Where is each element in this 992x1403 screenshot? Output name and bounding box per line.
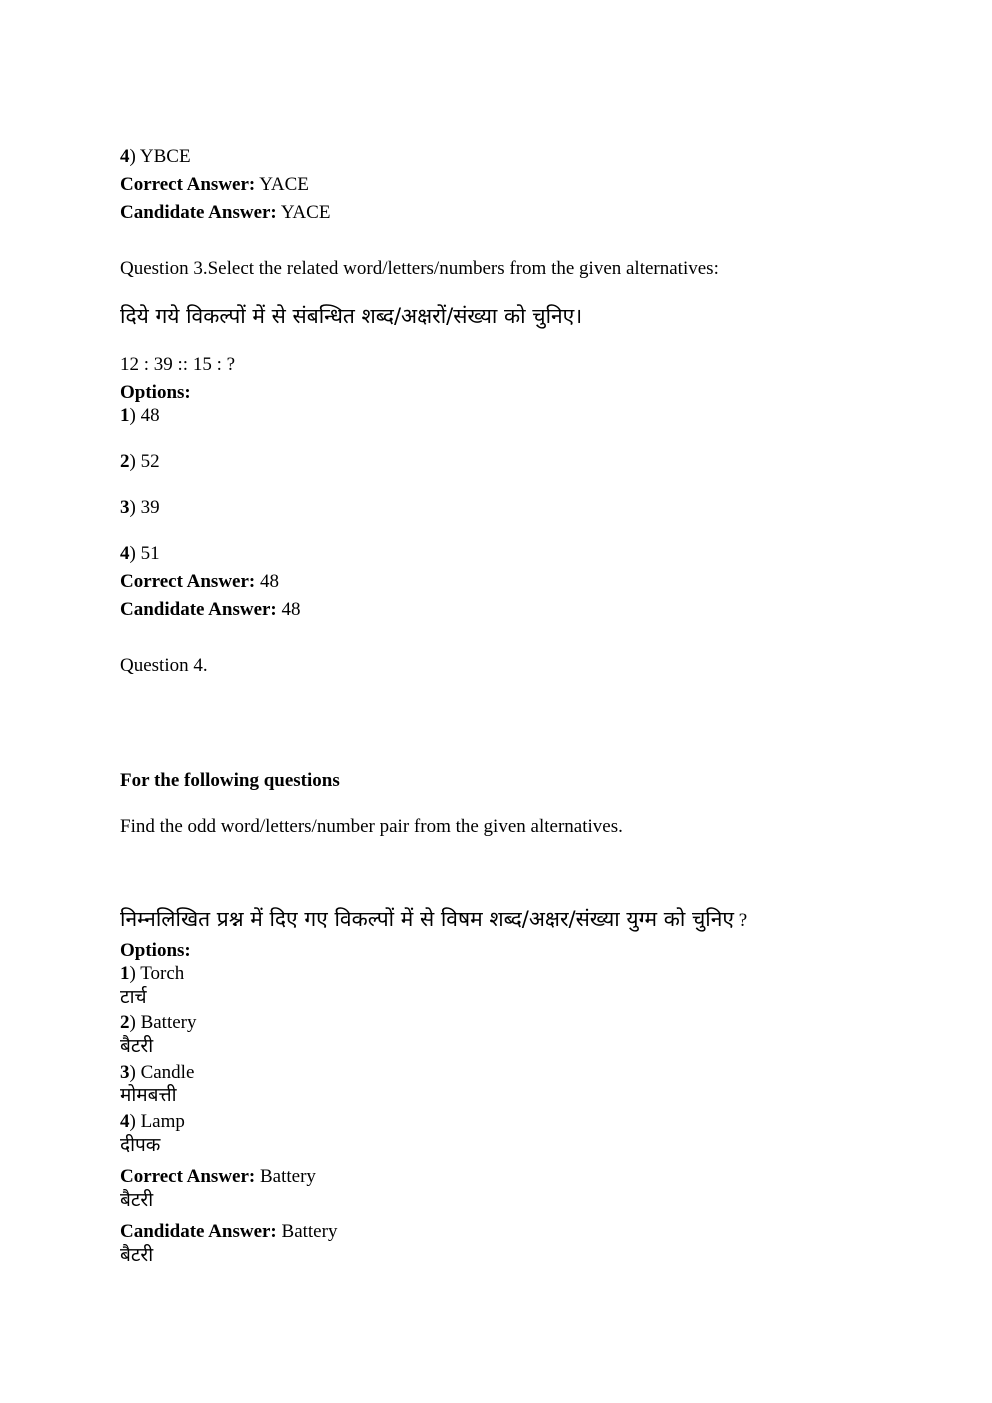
q3-title: Question 3.Select the related word/letters/numbers from the given alternatives: (120, 258, 719, 279)
q3-correct-answer: Correct Answer: 48 (120, 571, 279, 592)
q4-option-2-hindi: बैटरी (120, 1035, 154, 1057)
q4-correct-answer-hindi: बैटरी (120, 1189, 154, 1211)
q4-title: Question 4. (120, 655, 208, 676)
q4-instruction-heading: For the following questions (120, 770, 340, 791)
q3-hindi-text: दिये गये विकल्पों में से संबन्धित शब्द/अक्षरों/संख्या को चुनिए। (120, 304, 583, 328)
q4-option-4: 4) Lamp (120, 1111, 185, 1132)
q4-instruction: Find the odd word/letters/number pair from the given alternatives. (120, 816, 623, 837)
q4-option-2: 2) Battery (120, 1012, 197, 1033)
q4-option-3-hindi: मोमबत्ती (120, 1084, 177, 1106)
q4-option-1-hindi: टार्च (120, 986, 147, 1008)
q4-options-label: Options: (120, 940, 191, 961)
q3-candidate-answer: Candidate Answer: 48 (120, 599, 301, 620)
q2-option-4: 4) YBCE (120, 146, 191, 167)
q3-prompt: 12 : 39 :: 15 : ? (120, 354, 236, 375)
q4-option-4-hindi: दीपक (120, 1134, 161, 1156)
q4-option-3: 3) Candle (120, 1062, 195, 1083)
q4-option-1: 1) Torch (120, 963, 185, 984)
q4-correct-answer: Correct Answer: Battery (120, 1166, 316, 1187)
q4-hindi-text: निम्नलिखित प्रश्न में दिए गए विकल्पों में से विषम शब्द/अक्षर/संख्या युग्म को चुनिए ? (120, 907, 748, 931)
q3-option-1: 1) 48 (120, 405, 160, 426)
q3-option-2: 2) 52 (120, 451, 160, 472)
q3-option-3: 3) 39 (120, 497, 160, 518)
q2-correct-answer: Correct Answer: YACE (120, 174, 309, 195)
q4-candidate-answer: Candidate Answer: Battery (120, 1221, 338, 1242)
q2-candidate-answer: Candidate Answer: YACE (120, 202, 331, 223)
q3-options-label: Options: (120, 382, 191, 403)
q3-option-4: 4) 51 (120, 543, 160, 564)
q4-candidate-answer-hindi: बैटरी (120, 1244, 154, 1266)
